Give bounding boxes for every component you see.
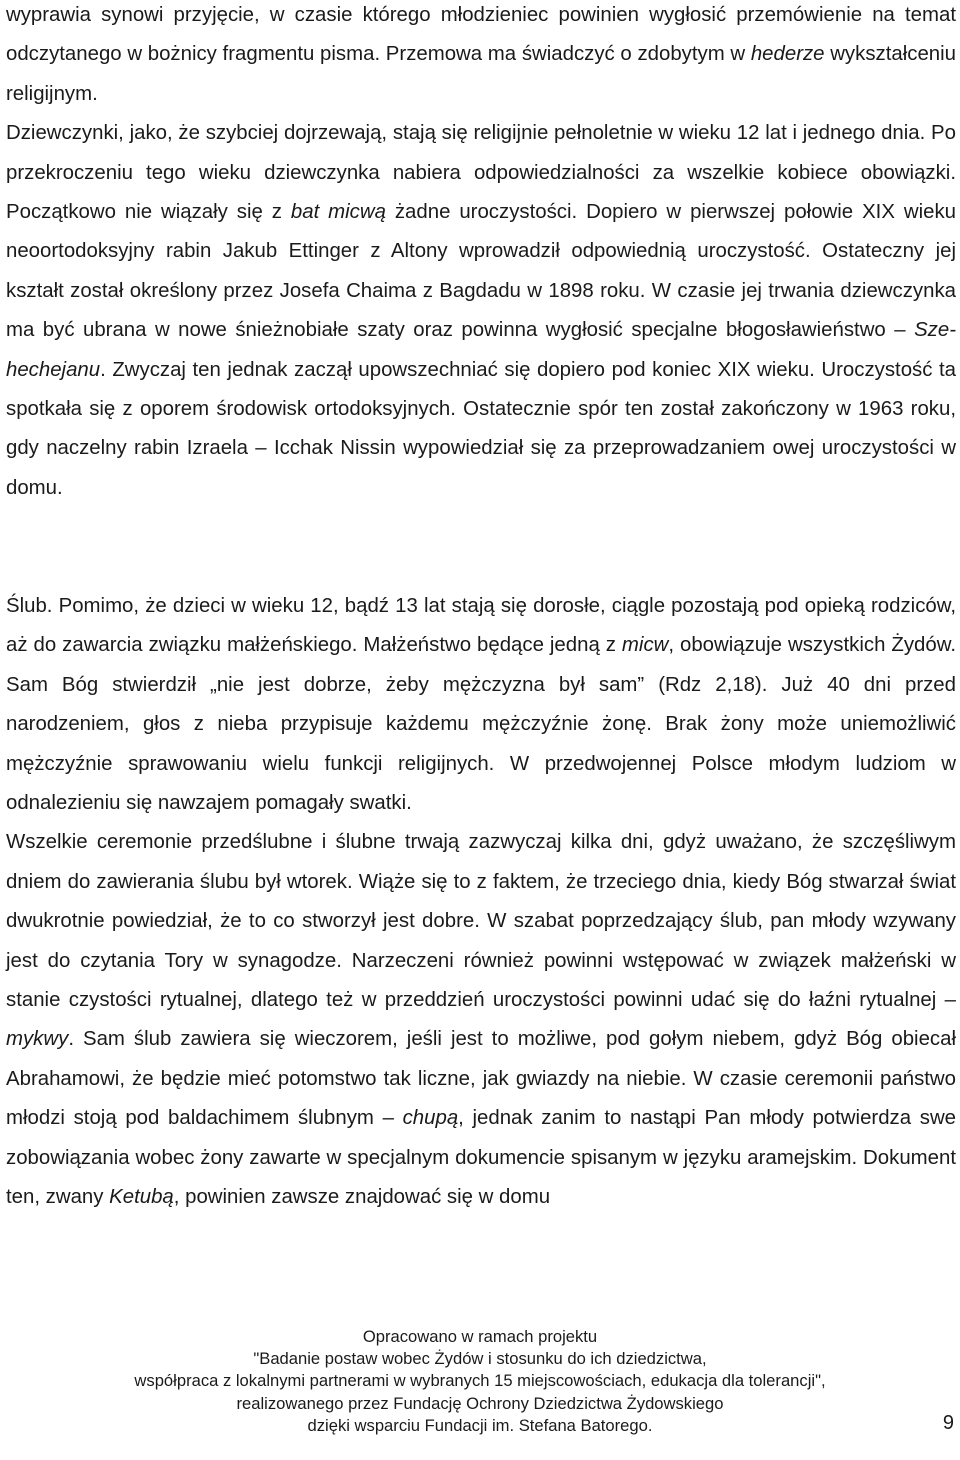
footer-line-4: realizowanego przez Fundację Ochrony Dziedzictwa Żydowskiego [236, 1393, 724, 1413]
paragraph [6, 114, 956, 508]
paragraph [6, 587, 956, 823]
text-run: Wszelkie ceremonie przedślubne i ślubne trwają zazwyczaj kilka dni, gdyż uważano, że szczęśliwym dniem do zawierania ślubu był wtorek. Wiąże się to z faktem, że trzeciego dnia, kiedy Bóg stwarzał świat dwukrotnie powiedział, że to co stworzył jest dobre. W szabat poprzedzający ślub, pan młody wzywany jest do czytania Tory w synagodze. Narzeczeni również powinni wstępować w związek małżeński w stanie czystości rytualnej, dlatego też w przeddzień uroczystości powinni udać się do łaźni rytualnej – [6, 831, 956, 1012]
text-run: . Zwyczaj ten jednak zaczął upowszechniać się dopiero pod koniec XIX wieku. Uroczystość ta spotkała się z oporem środowisk ortodoksyjnych. Ostatecznie spór ten został zakończony w 1963 roku, gdy naczelny rabin Izraela – Icchak Nissin wypowiedział się za przeprowadzaniem owej uroczystości w domu. [6, 358, 956, 499]
text-run: Dziewczynki, jako, że szybciej dojrzewają, stają się religijnie pełnoletnie w wieku 12 lat i jednego dnia. Po przekroczeniu tego wieku dziewczynka nabiera odpowiedzialności za wszelkie kobiece obowiązki. Początkowo nie wiązały się z [6, 122, 956, 224]
italic-term: Ketubą [109, 1186, 174, 1209]
page-footer [0, 1326, 960, 1437]
text-run: wykształceniu religijnym. [6, 43, 956, 105]
footer-line-1: Opracowano w ramach projektu [362, 1327, 598, 1346]
text-run: żadne uroczystości. Dopiero w pierwszej połowie XIX wieku neoortodoksyjny rabin Jakub Ettinger z Altony wprowadził odpowiednią uroczystość. Ostateczny jej kształt został określony przez Josefa Chaima z Bagdadu w 1898 roku. W czasie jej trwania dziewczynka ma być ubrana w nowe śnieżnobiałe szaty oraz powinna wygłosić specjalne błogosławieństwo – [6, 201, 956, 342]
italic-term: micw [621, 634, 669, 657]
italic-term: Sze-hechejanu [6, 319, 956, 381]
body-text-bottom [6, 587, 956, 1218]
italic-term: hederze [750, 43, 825, 66]
text-run: wyprawia synowi przyjęcie, w czasie którego młodzieniec powinien wygłosić przemówienie na temat odczytanego w bożnicy fragmentu pisma. Przemowa ma świadczyć o zdobytym w [6, 4, 956, 66]
text-run: , obowiązuje wszystkich Żydów. Sam Bóg stwierdził „nie jest dobrze, żeby mężczyzna był sam” (Rdz 2,18). Już 40 dni przed narodzeniem, głos z nieba przypisuje każdemu mężczyźnie żonę. Brak żony może uniemożliwić mężczyźnie sprawowaniu wielu funkcji religijnych. W przedwojennej Polsce młodym ludziom w odnalezieniu się nawzajem pomagały swatki. [6, 634, 956, 815]
paragraph [6, 0, 956, 114]
body-text-top [6, 0, 956, 508]
italic-term: chupą [402, 1107, 459, 1130]
paragraph [6, 823, 956, 1217]
text-run: , jednak zanim to nastąpi Pan młody potwierdza swe zobowiązania wobec żony zawarte w specjalnym dokumencie spisanym w języku aramejskim. Dokument ten, zwany [6, 1107, 957, 1209]
italic-term: mykwy [6, 1028, 69, 1051]
text-run: , powinien zawsze znajdować się w domu [173, 1186, 551, 1209]
text-run: Ślub. Pomimo, że dzieci w wieku 12, bądź 13 lat stają się dorosłe, ciągle pozostają pod opieką rodziców, aż do zawarcia związku małżeńskiego. Małżeństwo będące jedną z [6, 595, 956, 657]
text-run: . Sam ślub zawiera się wieczorem, jeśli jest to możliwe, pod gołym niebem, gdyż Bóg obiecał Abrahamowi, że będzie mieć potomstwo tak liczne, jak gwiazdy na niebie. W czasie ceremonii państwo młodzi stoją pod baldachimem ślubnym – [6, 1028, 956, 1130]
footer-line-3: współpraca z lokalnymi partnerami w wybranych 15 miejscowościach, edukacja dla tolerancji", [134, 1371, 826, 1391]
italic-term: bat micwą [290, 201, 386, 224]
page-number: 9 [942, 1412, 954, 1434]
footer-line-5: dzięki wsparciu Fundacji im. Stefana Batorego. [307, 1415, 653, 1435]
footer-line-2: "Badanie postaw wobec Żydów i stosunku do ich dziedzictwa, [253, 1349, 707, 1369]
